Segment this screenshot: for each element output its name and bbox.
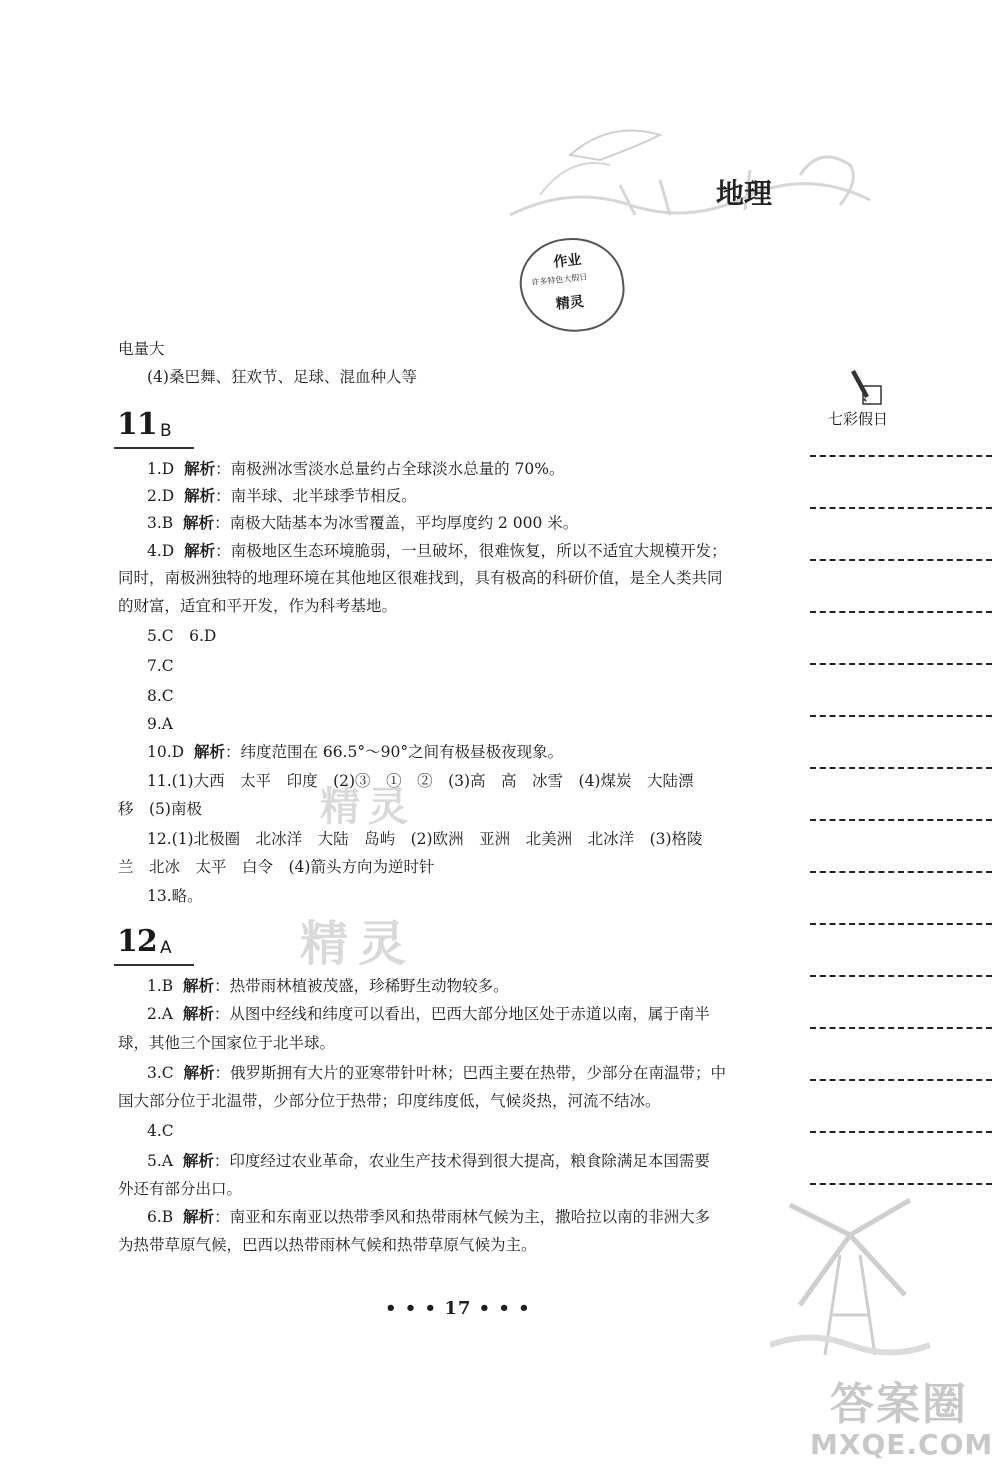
answer-number: 2.D (147, 487, 175, 505)
answer-continuation: 兰 北冰 太平 白令 (4)箭头方向为逆时针 (118, 858, 435, 876)
note-line (810, 663, 992, 665)
answer-text: ：从图中经线和纬度可以看出，巴西大部分地区处于赤道以南，属于南半 (213, 1005, 710, 1023)
answer-line (147, 975, 509, 997)
watermark-brand: 答案圈 (830, 1379, 968, 1430)
answer-text: ：南极洲冰雪淡水总量约占全球淡水总量的 70%。 (215, 460, 565, 478)
answer-text: ：南半球、北半球季节相反。 (215, 487, 417, 505)
answer-number: 1.B (147, 977, 174, 995)
section-number: 11 (117, 407, 157, 442)
note-line (810, 559, 992, 561)
answer-line (147, 458, 564, 480)
answer-continuation: 移 (5)南极 (118, 800, 202, 818)
analysis-label: 解析 (183, 1207, 215, 1226)
section-number: 12 (117, 924, 157, 959)
note-line (810, 611, 992, 613)
answer-continuation: 外还有部分出口。 (118, 1180, 243, 1198)
header-decoration (500, 95, 880, 255)
sidebar-title: 七彩假日 (828, 410, 889, 428)
answer-number: 3.C (147, 1064, 174, 1082)
watermark-site: MXQE.COM (810, 1428, 994, 1461)
answer-line (147, 540, 727, 562)
section-underline (114, 964, 194, 966)
answer-continuation: 同时，南极洲独特的地理环境在其他地区很难找到，具有极高的科研价值，是全人类共同 (118, 569, 723, 587)
answer-text: ：南极地区生态环境脆弱，一旦破坏，很难恢复，所以不适宜大规模开发； (215, 542, 727, 560)
note-line (810, 1079, 992, 1081)
note-line (810, 767, 992, 769)
watermark-middle: 精灵 (320, 784, 416, 830)
analysis-label: 解析 (182, 1151, 214, 1170)
note-line (810, 923, 992, 925)
answer-line: 13.略。 (147, 887, 203, 905)
answer-line (147, 741, 563, 763)
answer-number: 6.B (147, 1208, 174, 1226)
note-line (810, 1183, 992, 1185)
analysis-label: 解析 (193, 742, 225, 761)
answer-text: ：热带雨林植被茂盛，珍稀野生动物较多。 (214, 977, 509, 995)
note-line (810, 871, 992, 873)
answer-line: 7.C (147, 657, 174, 675)
section-underline (114, 447, 194, 449)
answer-line: 4.C (147, 1122, 174, 1140)
pen-notepad-icon (845, 368, 885, 408)
answer-line (147, 1062, 726, 1084)
answer-number: 1.D (147, 460, 175, 478)
answer-number: 3.B (147, 514, 174, 532)
watermark-middle-2: 精灵 (300, 916, 417, 972)
stamp-mid-text: 许多特色大假日 (531, 272, 588, 288)
windmill-decoration (770, 1195, 930, 1375)
note-line (810, 1131, 992, 1133)
analysis-label: 解析 (183, 976, 215, 995)
intro-line-2: (4)桑巴舞、狂欢节、足球、混血种人等 (147, 368, 417, 386)
answer-line: 12.(1)北极圈 北冰洋 大陆 岛屿 (2)欧洲 亚洲 北美洲 北冰洋 (3)格陵 (147, 830, 703, 848)
answer-text: ：俄罗斯拥有大片的亚寒带针叶林；巴西主要在热带，少部分在南温带；中 (214, 1064, 727, 1082)
analysis-label: 解析 (183, 1063, 215, 1082)
note-line (810, 1027, 992, 1029)
intro-line-1: 电量大 (118, 340, 165, 358)
answer-line: 5.C 6.D (147, 627, 217, 645)
answer-text: ：印度经过农业革命，农业生产技术得到很大提高，粮食除满足本国需要 (213, 1152, 710, 1170)
note-line (810, 507, 992, 509)
subject-title: 地理 (716, 177, 773, 210)
answer-line (147, 1003, 710, 1025)
answer-number: 2.A (147, 1005, 173, 1023)
note-line (810, 455, 992, 457)
answer-continuation: 球，其他三个国家位于北半球。 (118, 1034, 336, 1052)
answer-line: 11.(1)大西 太平 印度 (2)③ ① ② (3)高 高 冰雪 (4)煤炭 大陆漂 (147, 772, 694, 790)
analysis-label: 解析 (182, 1004, 214, 1023)
section-letter: A (160, 938, 172, 958)
answer-text: ：南亚和东南亚以热带季风和热带雨林气候为主，撒哈拉以南的非洲大多 (214, 1208, 711, 1226)
note-line (810, 975, 992, 977)
answer-continuation: 的财富，适宜和平开发，作为科考基地。 (118, 597, 398, 615)
answer-text: ：南极大陆基本为冰雪覆盖，平均厚度约 2 000 米。 (214, 514, 579, 532)
answer-line (147, 1150, 710, 1172)
answer-number: 5.A (147, 1152, 173, 1170)
answer-continuation: 为热带草原气候，巴西以热带雨林气候和热带草原气候为主。 (118, 1236, 537, 1254)
note-line (810, 715, 992, 717)
analysis-label: 解析 (184, 541, 216, 560)
answer-number: 10.D (147, 743, 185, 761)
answer-number: 4.D (147, 542, 175, 560)
note-line (810, 819, 992, 821)
answer-line (147, 485, 417, 507)
stamp-top-text: 作业 (552, 251, 583, 271)
section-12-badge (114, 922, 194, 968)
section-11-badge (114, 405, 194, 451)
analysis-label: 解析 (183, 513, 215, 532)
analysis-label: 解析 (184, 459, 216, 478)
answer-text: ：纬度范围在 66.5°～90°之间有极昼极夜现象。 (224, 743, 564, 761)
page-number: • • • 17 • • • (385, 1298, 531, 1319)
answer-line (147, 1206, 710, 1228)
analysis-label: 解析 (184, 486, 216, 505)
answer-continuation: 国大部分位于北温带，少部分位于热带；印度纬度低，气候炎热，河流不结冰。 (118, 1092, 661, 1110)
stamp-bottom-text: 精灵 (555, 293, 585, 313)
answer-line: 8.C (147, 687, 174, 705)
answer-line: 9.A (147, 715, 173, 733)
answer-line (147, 512, 578, 534)
section-letter: B (160, 421, 172, 441)
